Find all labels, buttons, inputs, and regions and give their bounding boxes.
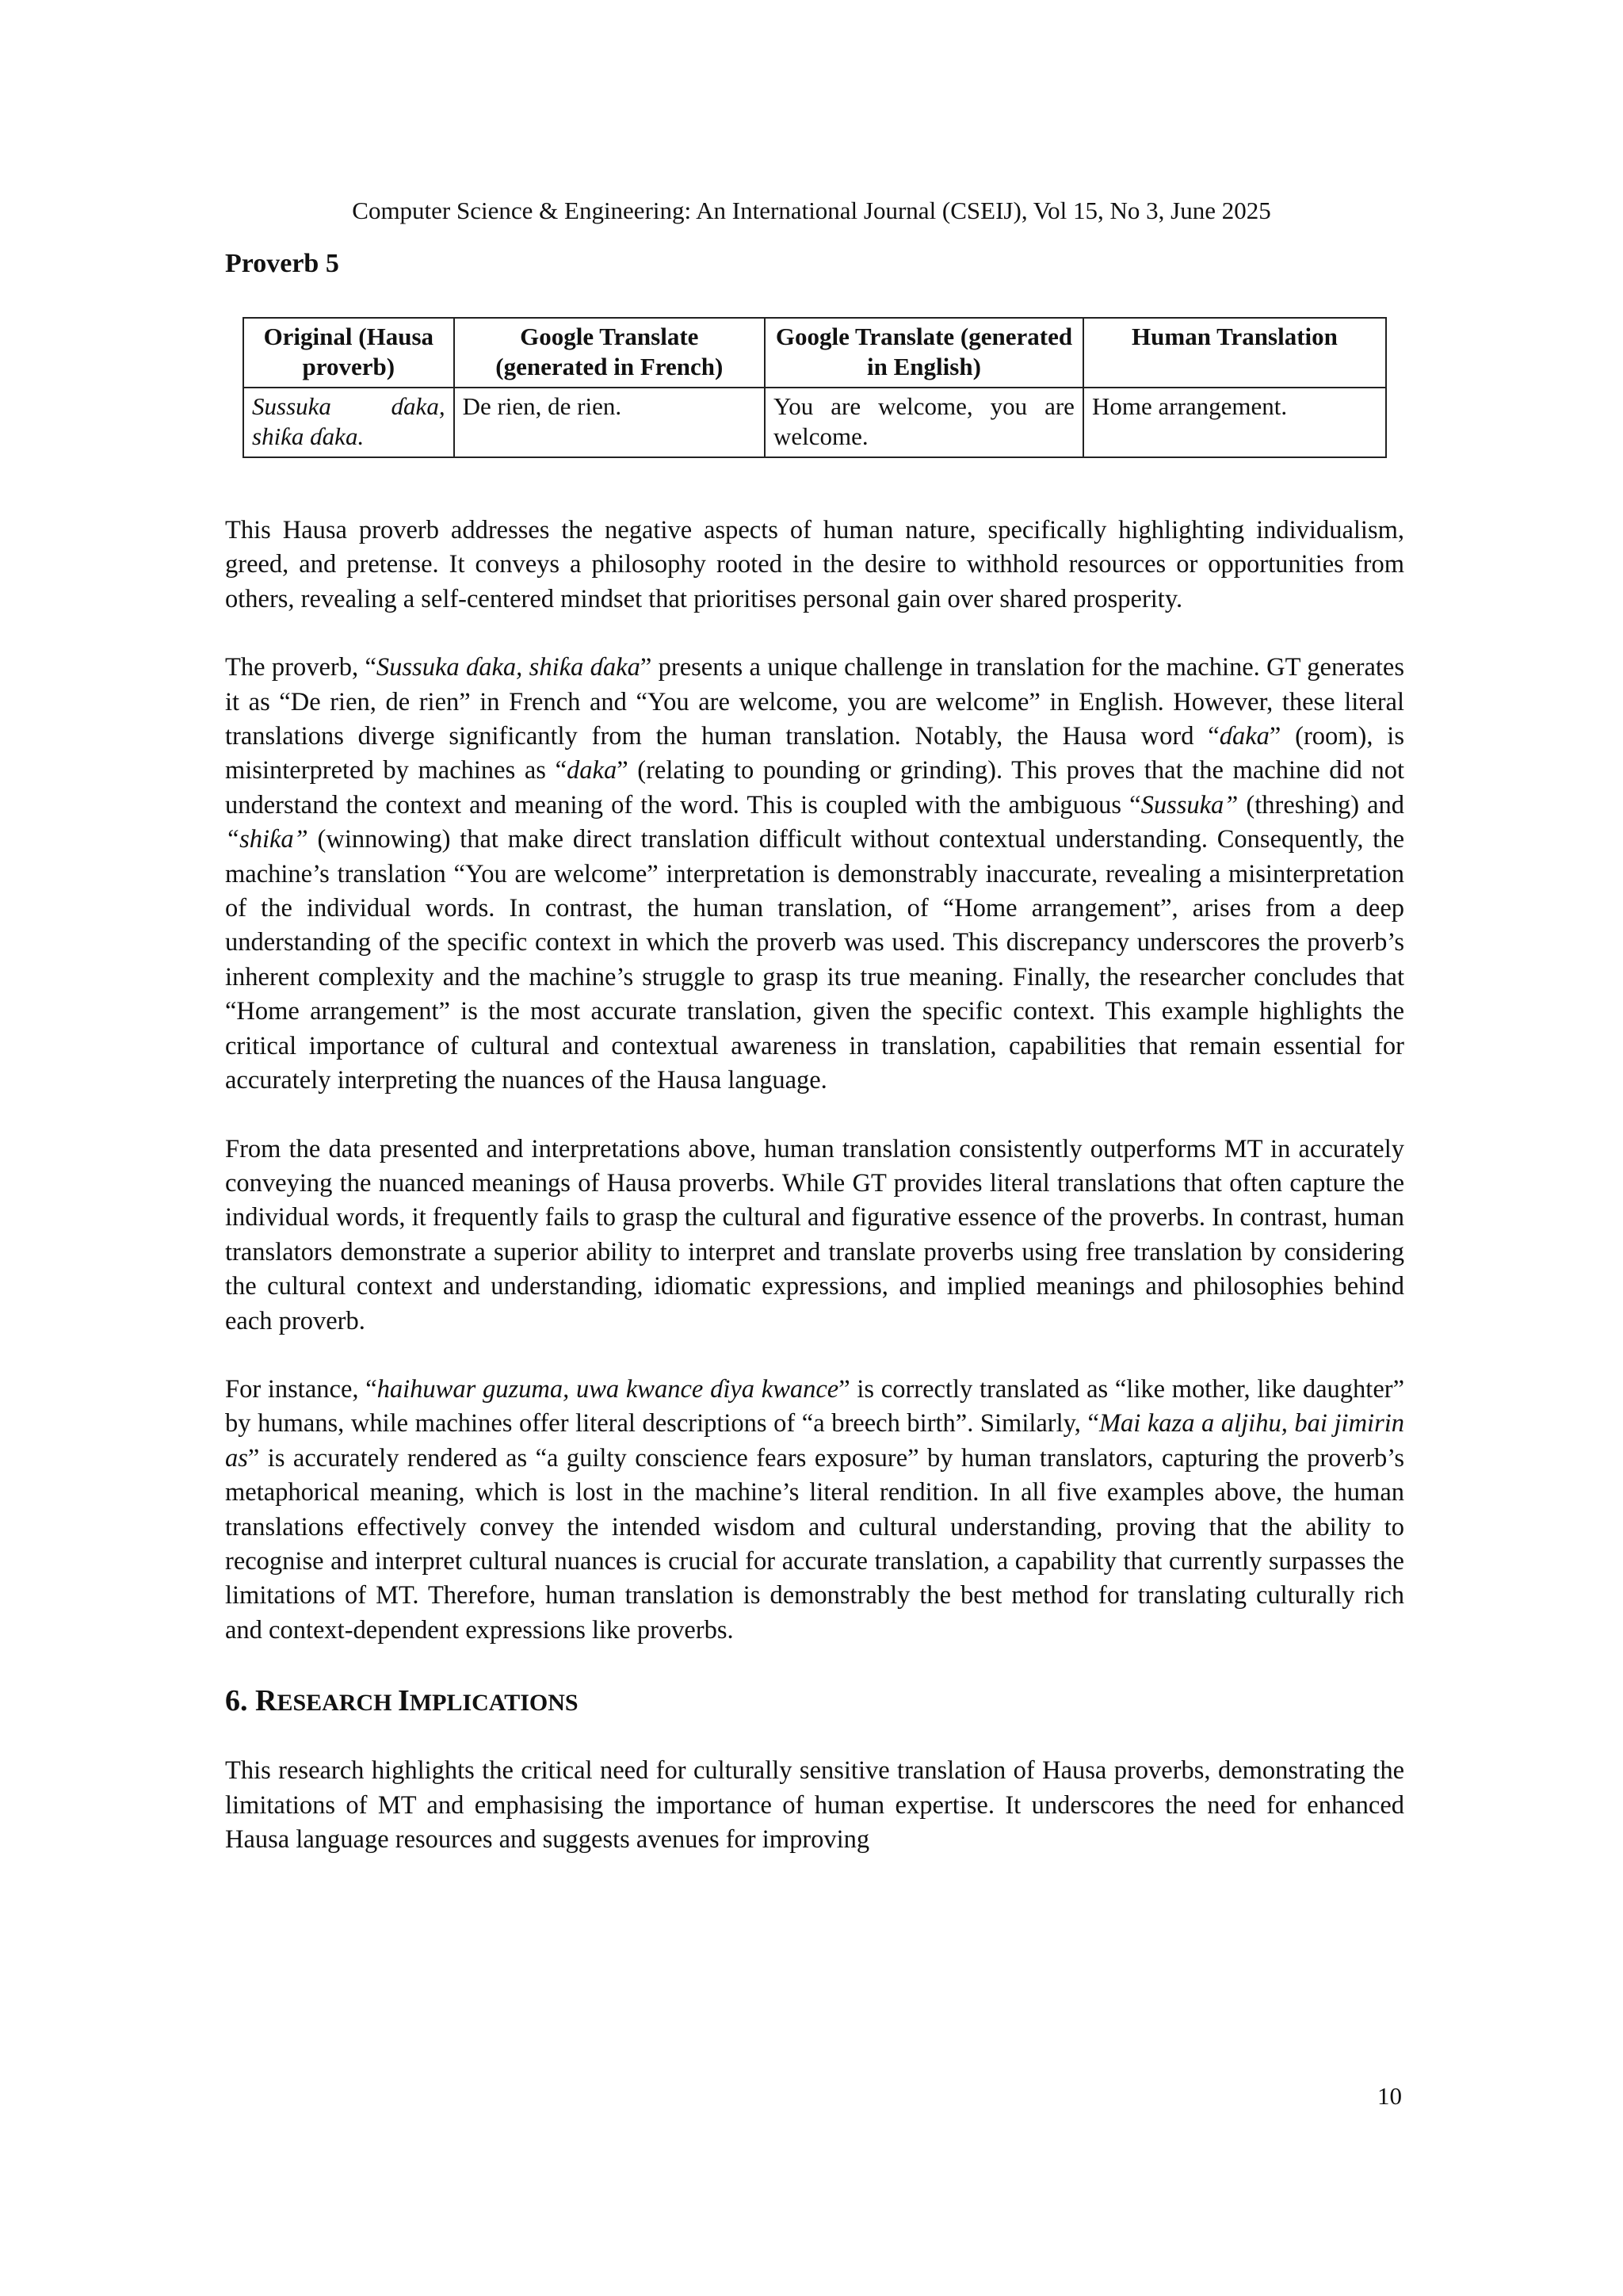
paragraph-5: This research highlights the critical need for culturally sensitive translation of Hausa proverbs, demonstrating the limitations of MT and emphasising the importance of human expertise. It underscores the need for enhanced Hausa language resources and suggests avenues for improving [225,1756,1404,1854]
text-span: ” (relating to pounding or grinding). This proves that the machine did not understand the context and meaning of the word. This is coupled with the ambiguous “ [225,756,1405,819]
table-header-row [243,318,1386,388]
paragraph-1: This Hausa proverb addresses the negative aspects of human nature, specifically highlighting individualism, greed, and pretense. It conveys a philosophy rooted in the desire to withhold resources or opportunities from others, revealing a self-centered mindset that prioritises personal gain over shared prosperity. [225,516,1404,613]
cell-original-text: Sussuka ɗaka, shiƙa ɗaka. [252,392,445,450]
text-span: The proverb, “ [225,653,376,682]
italic-proverb: Mai kaza a aljihu, bai jimirin as [225,1409,1405,1473]
italic-word: daka [567,756,617,785]
heading-letter: R [255,1684,277,1718]
paragraph-4 [225,1373,1404,1648]
italic-word: “shiƙa” [225,825,308,854]
section-heading [225,1682,1404,1722]
page-number: 10 [1377,2082,1402,2110]
table-row [243,388,1386,457]
running-header: Computer Science & Engineering: An International Journal (CSEIJ), Vol 15, No 3, June 2025 [352,197,1271,224]
text-span: ” presents a unique challenge in translation for the machine. GT generates it as “De rien, de rien” in French and “You are welcome, you are welcome” in English. However, these literal translations diverge significantly from the human translation. Notably, the Hausa word “ [225,653,1404,751]
italic-word: ɗaka [1219,722,1270,751]
header-human: Human Translation [1083,318,1386,388]
heading-smallcaps: ESEARCH [277,1690,398,1717]
italic-word: Sussuka” [1140,790,1239,819]
text-span: (threshing) and [1238,790,1404,819]
header-original: Original (Hausa proverb) [243,318,454,388]
text-span: (winnowing) that make direct translation difficult without contextual understanding. Consequently, the machine’s translation “You are welcome” interpretation is demonstrably inaccurate, revealing a misinterpretation of the individual words. In contrast, the human translation, of “Home arrangement”, arises from a deep understanding of the specific context in which the proverb was used. This discrepancy underscores the proverb’s inherent complexity and the machine’s struggle to grasp its true meaning. Finally, the researcher concludes that “Home arrangement” is the most accurate translation, given the specific context. This example highlights the critical importance of cultural and contextual awareness in translation, capabilities that remain essential for accurately interpreting the nuances of the Hausa language. [225,825,1404,1095]
header-gt-english: Google Translate (generated in English) [765,318,1083,388]
text-span: For instance, “ [225,1374,377,1404]
proverb-title: Proverb 5 [225,249,339,278]
section-number: 6. [225,1684,255,1718]
cell-french: De rien, de rien. [454,388,765,457]
text-span: ” (room), is misinterpreted by machines as “ [225,722,1404,785]
italic-proverb: Sussuka ɗaka, shiƙa ɗaka [376,653,640,682]
heading-letter: I [398,1684,410,1718]
paragraph-2 [225,651,1404,1098]
translation-table [242,317,1387,458]
italic-proverb: haihuwar guzuma, uwa kwance ɗiya kwance [376,1374,839,1404]
heading-smallcaps: MPLICATIONS [409,1690,579,1717]
header-gt-french: Google Translate (generated in French) [454,318,765,388]
paragraph-3: From the data presented and interpretations above, human translation consistently outperforms MT in accurately conveying the nuanced meanings of Hausa proverbs. While GT provides literal translations that often capture the individual words, it frequently fails to grasp the cultural and figurative essence of the proverbs. In contrast, human translators demonstrate a superior ability to interpret and translate proverbs using free translation by considering the cultural context and understanding, idiomatic expressions, and implied meanings and philosophies behind each proverb. [225,1134,1404,1335]
cell-original [243,388,454,457]
cell-english: You are welcome, you are welcome. [765,388,1083,457]
text-span: ” is correctly translated as “like mother, like daughter” by humans, while machines offer literal descriptions of “a breech birth”. Similarly, “ [225,1374,1404,1438]
cell-human: Home arrangement. [1083,388,1386,457]
body-text [225,514,1404,1891]
text-span: ” is accurately rendered as “a guilty conscience fears exposure” by human translators, capturing the proverb’s metaphorical meaning, which is lost in the machine’s literal rendition. In all five examples above, the human translations effectively convey the intended wisdom and cultural understanding, proving that the ability to recognise and interpret cultural nuances is crucial for accurate translation, a capability that currently surpasses the limitations of MT. Therefore, human translation is demonstrably the best method for translating culturally rich and context-dependent expressions like proverbs. [225,1443,1404,1645]
